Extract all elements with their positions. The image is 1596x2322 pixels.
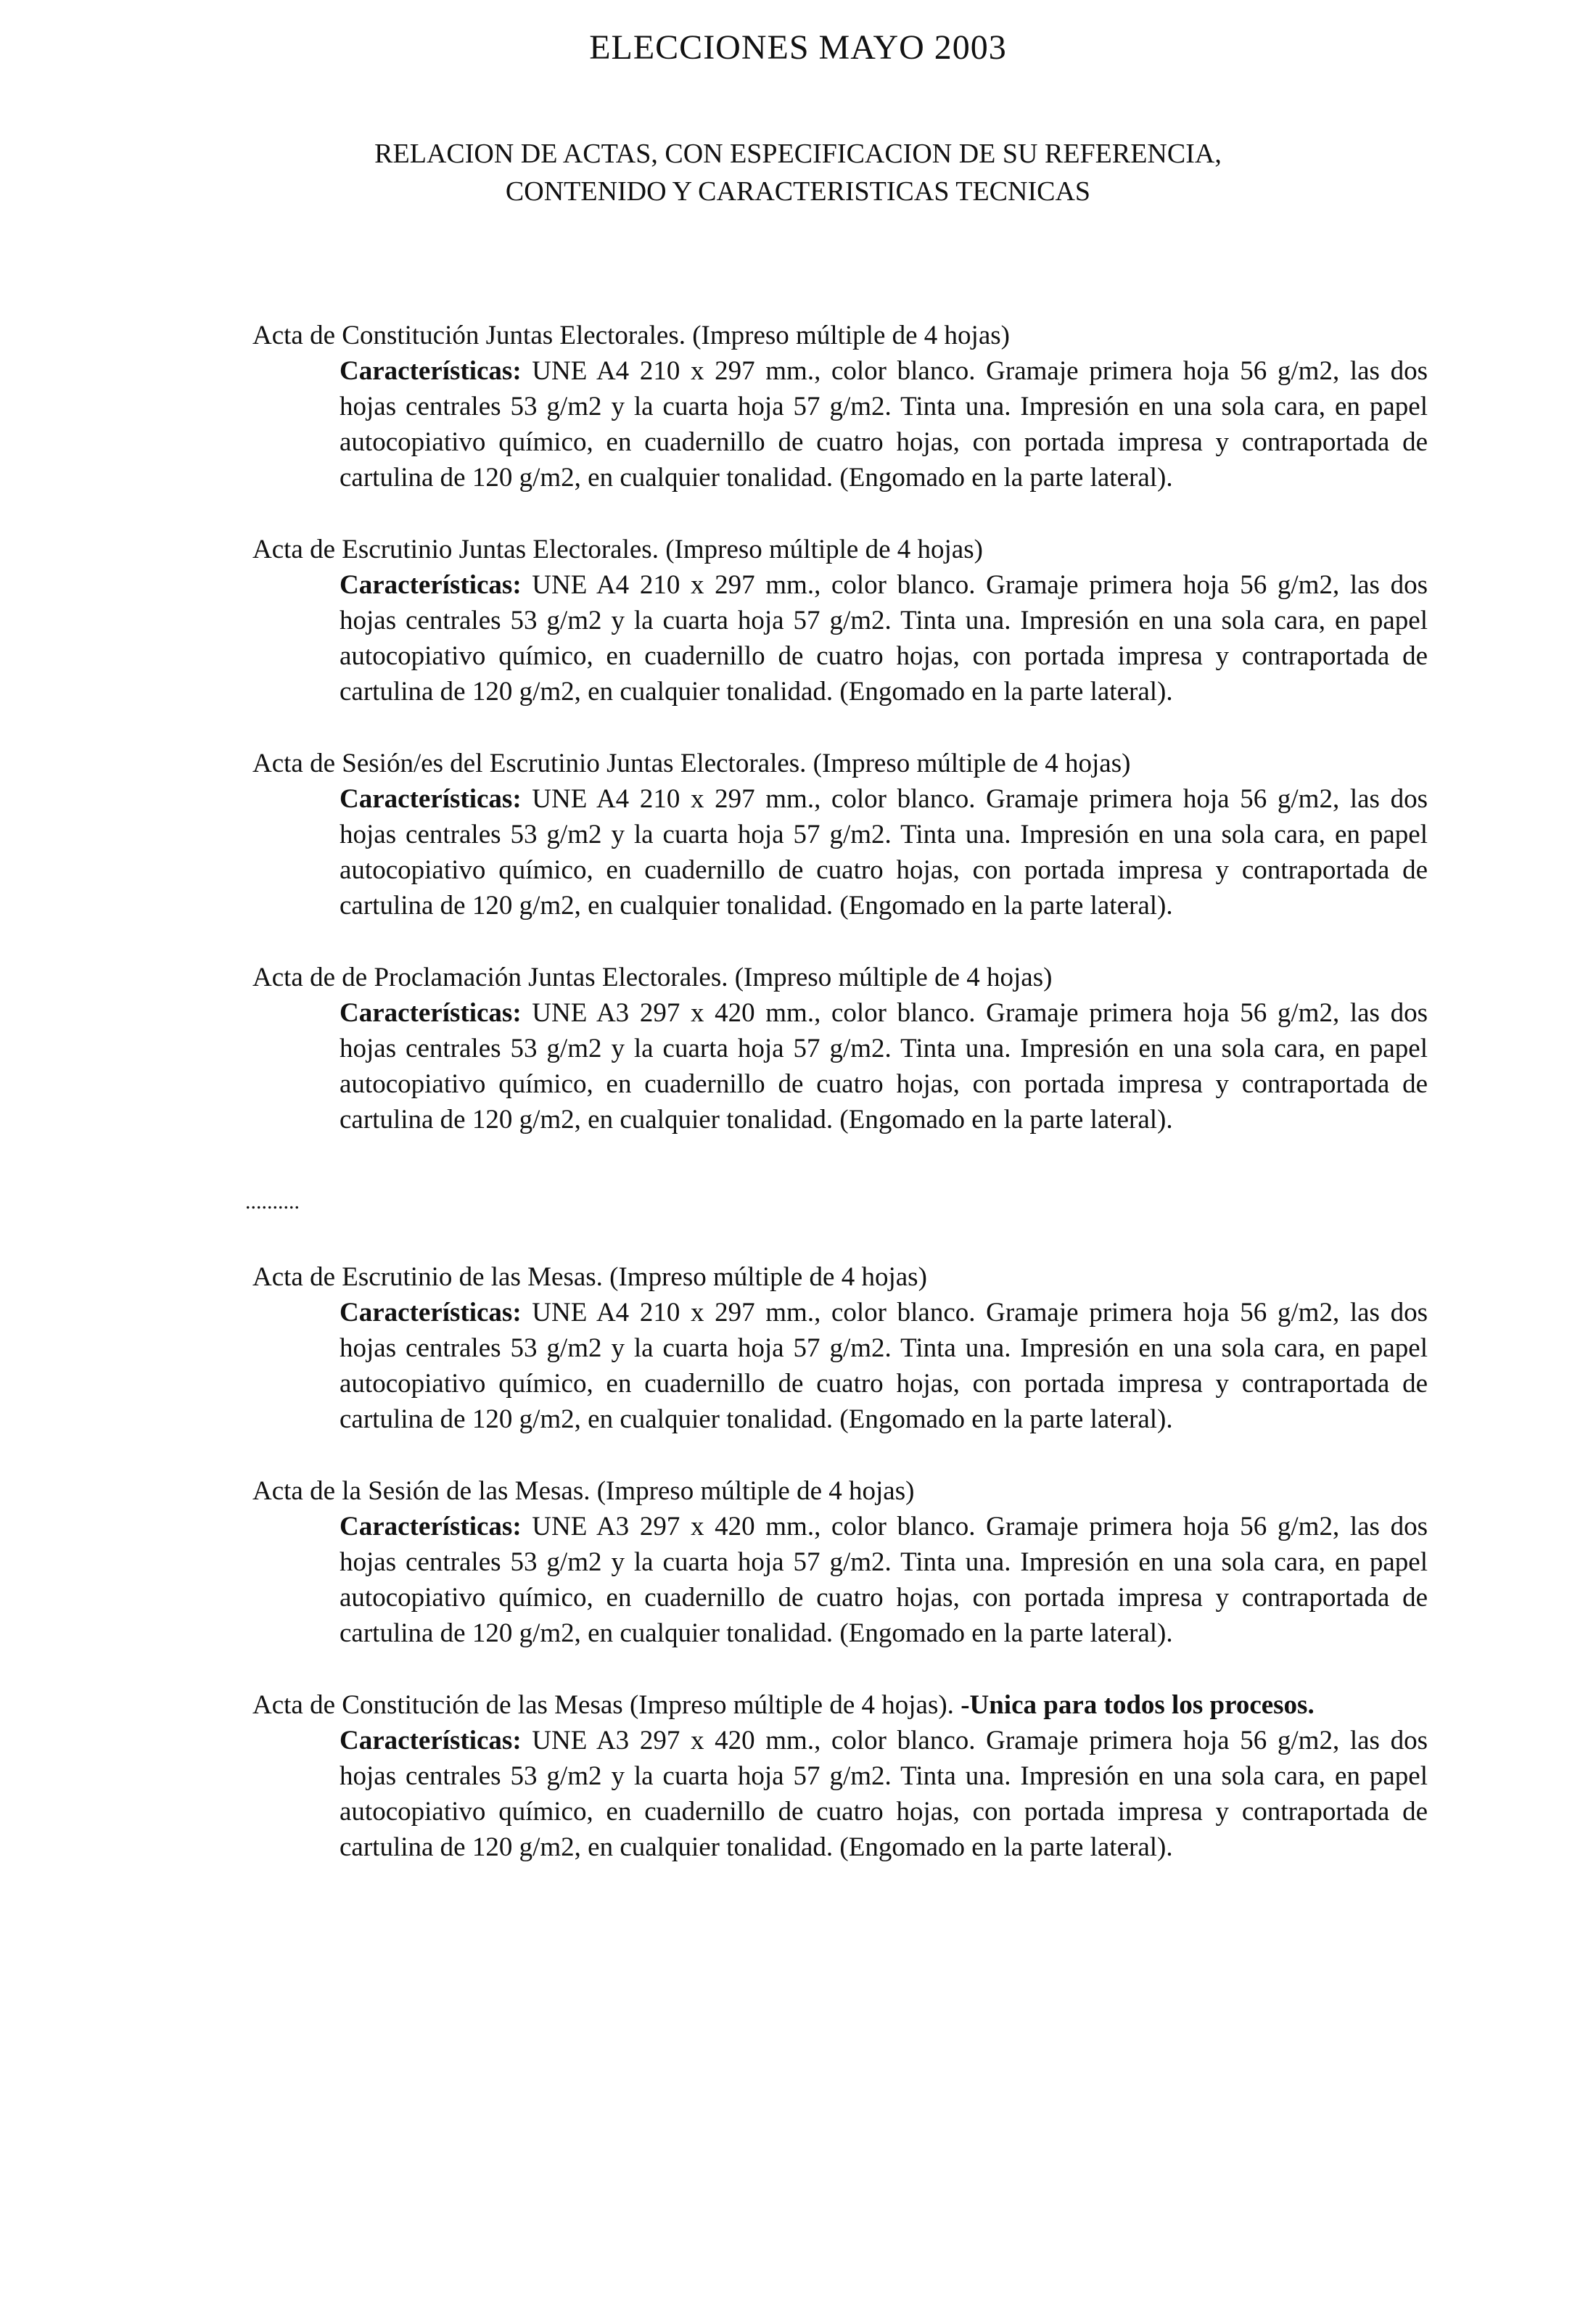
acta-heading	[252, 746, 1428, 781]
spacer	[252, 1437, 1428, 1473]
specs-label: Características:	[340, 570, 522, 600]
document-title: ELECCIONES MAYO 2003	[589, 28, 1007, 67]
acta-specifications	[340, 995, 1428, 1137]
acta-entry	[252, 532, 1428, 709]
acta-heading	[252, 1687, 1428, 1723]
specs-label: Características:	[340, 784, 522, 814]
acta-heading-text: Acta de Escrutinio Juntas Electorales. (Impreso múltiple de 4 hojas)	[252, 535, 983, 564]
acta-heading-text: Acta de de Proclamación Juntas Electorales. (Impreso múltiple de 4 hojas)	[252, 963, 1053, 992]
specs-text: UNE A3 297 x 420 mm., color blanco. Gramaje primera hoja 56 g/m2, las dos hojas centrales 53 g/m2 y la cuarta hoja 57 g/m2. Tinta una. Impresión en una sola cara, en papel autocopiativo químico, en cuadernillo de cuatro hojas, con portada impresa y contraportada de cartulina de 120 g/m2, en cualquier tonalidad. (Engomado en la parte lateral).	[340, 1726, 1428, 1862]
spacer	[252, 495, 1428, 532]
acta-heading-text: Acta de Constitución de las Mesas (Impreso múltiple de 4 hojas).	[252, 1690, 961, 1720]
specs-label: Características:	[340, 998, 522, 1028]
acta-heading-text: Acta de Constitución Juntas Electorales. (Impreso múltiple de 4 hojas)	[252, 321, 1010, 350]
specs-text: UNE A4 210 x 297 mm., color blanco. Gramaje primera hoja 56 g/m2, las dos hojas centrales 53 g/m2 y la cuarta hoja 57 g/m2. Tinta una. Impresión en una sola cara, en papel autocopiativo químico, en cuadernillo de cuatro hojas, con portada impresa y contraportada de cartulina de 120 g/m2, en cualquier tonalidad. (Engomado en la parte lateral).	[340, 570, 1428, 707]
acta-specifications	[340, 1723, 1428, 1865]
specs-text: UNE A4 210 x 297 mm., color blanco. Gramaje primera hoja 56 g/m2, las dos hojas centrales 53 g/m2 y la cuarta hoja 57 g/m2. Tinta una. Impresión en una sola cara, en papel autocopiativo químico, en cuadernillo de cuatro hojas, con portada impresa y contraportada de cartulina de 120 g/m2, en cualquier tonalidad. (Engomado en la parte lateral).	[340, 1298, 1428, 1434]
acta-heading	[252, 1473, 1428, 1509]
specs-text: UNE A4 210 x 297 mm., color blanco. Gramaje primera hoja 56 g/m2, las dos hojas centrales 53 g/m2 y la cuarta hoja 57 g/m2. Tinta una. Impresión en una sola cara, en papel autocopiativo químico, en cuadernillo de cuatro hojas, con portada impresa y contraportada de cartulina de 120 g/m2, en cualquier tonalidad. (Engomado en la parte lateral).	[340, 356, 1428, 493]
ellipsis-separator: ..........	[245, 1190, 300, 1214]
document-subtitle	[0, 135, 1596, 210]
specs-text: UNE A4 210 x 297 mm., color blanco. Gramaje primera hoja 56 g/m2, las dos hojas centrales 53 g/m2 y la cuarta hoja 57 g/m2. Tinta una. Impresión en una sola cara, en papel autocopiativo químico, en cuadernillo de cuatro hojas, con portada impresa y contraportada de cartulina de 120 g/m2, en cualquier tonalidad. (Engomado en la parte lateral).	[340, 784, 1428, 921]
acta-specifications	[340, 1509, 1428, 1651]
acta-heading-note: -Unica para todos los procesos.	[961, 1690, 1315, 1720]
spacer	[252, 1651, 1428, 1687]
acta-entry	[252, 1259, 1428, 1437]
acta-heading	[252, 318, 1428, 353]
acta-entry	[252, 1687, 1428, 1865]
specs-label: Características:	[340, 1512, 522, 1541]
document-content	[245, 318, 1428, 1865]
acta-specifications	[340, 1295, 1428, 1437]
acta-heading	[252, 1259, 1428, 1295]
specs-label: Características:	[340, 1298, 522, 1327]
acta-heading	[252, 960, 1428, 995]
acta-heading-text: Acta de Escrutinio de las Mesas. (Impreso múltiple de 4 hojas)	[252, 1262, 927, 1292]
acta-specifications	[340, 567, 1428, 709]
acta-specifications	[340, 353, 1428, 495]
acta-specifications	[340, 781, 1428, 923]
acta-heading-text: Acta de la Sesión de las Mesas. (Impreso múltiple de 4 hojas)	[252, 1476, 915, 1506]
acta-entry	[252, 1473, 1428, 1651]
spacer	[252, 923, 1428, 960]
specs-text: UNE A3 297 x 420 mm., color blanco. Gramaje primera hoja 56 g/m2, las dos hojas centrales 53 g/m2 y la cuarta hoja 57 g/m2. Tinta una. Impresión en una sola cara, en papel autocopiativo químico, en cuadernillo de cuatro hojas, con portada impresa y contraportada de cartulina de 120 g/m2, en cualquier tonalidad. (Engomado en la parte lateral).	[340, 1512, 1428, 1648]
specs-text: UNE A3 297 x 420 mm., color blanco. Gramaje primera hoja 56 g/m2, las dos hojas centrales 53 g/m2 y la cuarta hoja 57 g/m2. Tinta una. Impresión en una sola cara, en papel autocopiativo químico, en cuadernillo de cuatro hojas, con portada impresa y contraportada de cartulina de 120 g/m2, en cualquier tonalidad. (Engomado en la parte lateral).	[340, 998, 1428, 1135]
spacer	[252, 709, 1428, 746]
specs-label: Características:	[340, 356, 522, 386]
acta-entry	[252, 960, 1428, 1137]
subtitle-line-1: RELACION DE ACTAS, CON ESPECIFICACION DE SU REFERENCIA,	[374, 139, 1222, 169]
specs-label: Características:	[340, 1726, 522, 1755]
acta-entry	[252, 318, 1428, 495]
acta-heading-text: Acta de Sesión/es del Escrutinio Juntas Electorales. (Impreso múltiple de 4 hojas)	[252, 749, 1131, 778]
acta-entry	[252, 746, 1428, 923]
acta-heading	[252, 532, 1428, 567]
subtitle-line-2: CONTENIDO Y CARACTERISTICAS TECNICAS	[505, 176, 1091, 207]
